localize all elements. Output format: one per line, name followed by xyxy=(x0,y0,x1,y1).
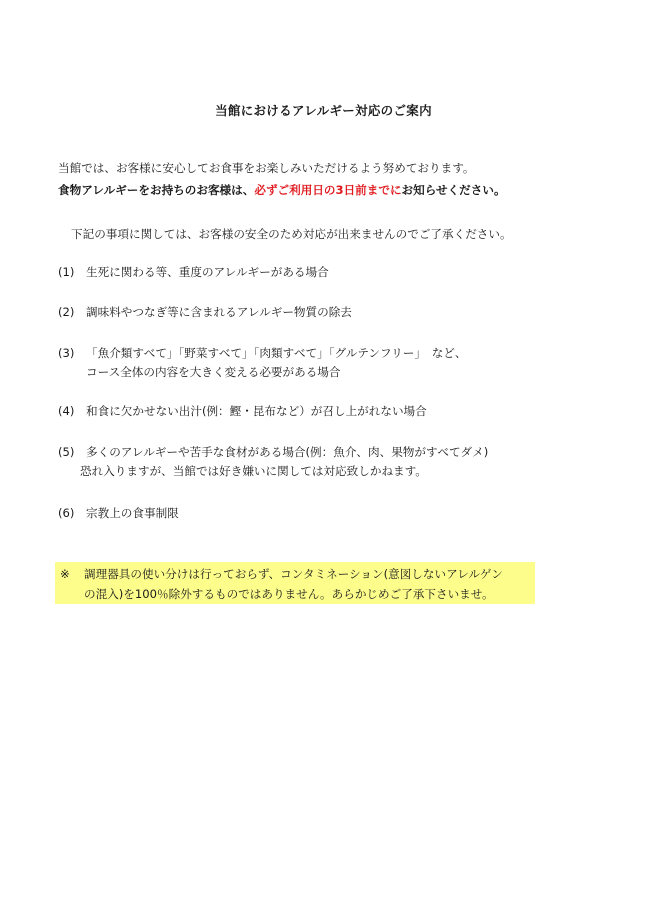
item-number: (3) xyxy=(58,346,75,360)
item-number: (4) xyxy=(58,404,75,418)
intro-line-3: 下記の事項に関しては、お客様の安全のため対応が出来ませんのでご了承ください。 xyxy=(71,227,512,241)
item-number: (5) xyxy=(58,445,75,459)
item-number: (6) xyxy=(58,506,75,520)
note-line-2: の混入)を100％除外するものではありません。あらかじめご了承下さいませ。 xyxy=(84,587,494,601)
item-text: 「魚介類すべて」「野菜すべて」「肉類すべて」「グルテンフリー」 など、 xyxy=(86,346,467,360)
item-text-continued: 恐れ入りますが、当館では好き嫌いに関しては対応致しかねます。 xyxy=(80,464,427,478)
page-title: 当館におけるアレルギー対応のご案内 xyxy=(215,103,432,118)
intro-line-2-prefix: 食物アレルギーをお持ちのお客様は、 xyxy=(58,183,255,197)
item-text-continued: コース全体の内容を大きく変える必要がある場合 xyxy=(86,365,341,379)
list-item xyxy=(58,505,179,521)
list-item xyxy=(58,403,427,419)
item-text: 生死に関わる等、重度のアレルギーがある場合 xyxy=(86,265,329,279)
note-mark: ※ xyxy=(60,567,70,581)
note-line-1: 調理器具の使い分けは行っておらず、コンタミネーション(意図しないアレルゲン xyxy=(84,567,503,581)
intro-line-2-suffix: お知らせください。 xyxy=(401,183,506,197)
list-item xyxy=(58,345,467,361)
item-text: 調味料やつなぎ等に含まれるアレルギー物質の除去 xyxy=(86,305,352,319)
item-number: (2) xyxy=(58,305,75,319)
item-text: 多くのアレルギーや苦手な食材がある場合(例：魚介、肉、果物がすべてダメ) xyxy=(86,445,489,459)
intro-line-2 xyxy=(58,182,506,198)
item-text: 和食に欠かせない出汁(例：鰹・昆布など）が召し上がれない場合 xyxy=(86,404,427,418)
intro-line-1: 当館では、お客様に安心してお食事をお楽しみいただけるよう努めております。 xyxy=(58,161,475,175)
item-number: (1) xyxy=(58,265,75,279)
item-text: 宗教上の食事制限 xyxy=(86,506,179,520)
list-item xyxy=(58,264,329,280)
list-item xyxy=(58,304,352,320)
intro-deadline-highlight: 必ずご利用日の3日前までに xyxy=(254,183,402,197)
list-item xyxy=(58,444,488,460)
